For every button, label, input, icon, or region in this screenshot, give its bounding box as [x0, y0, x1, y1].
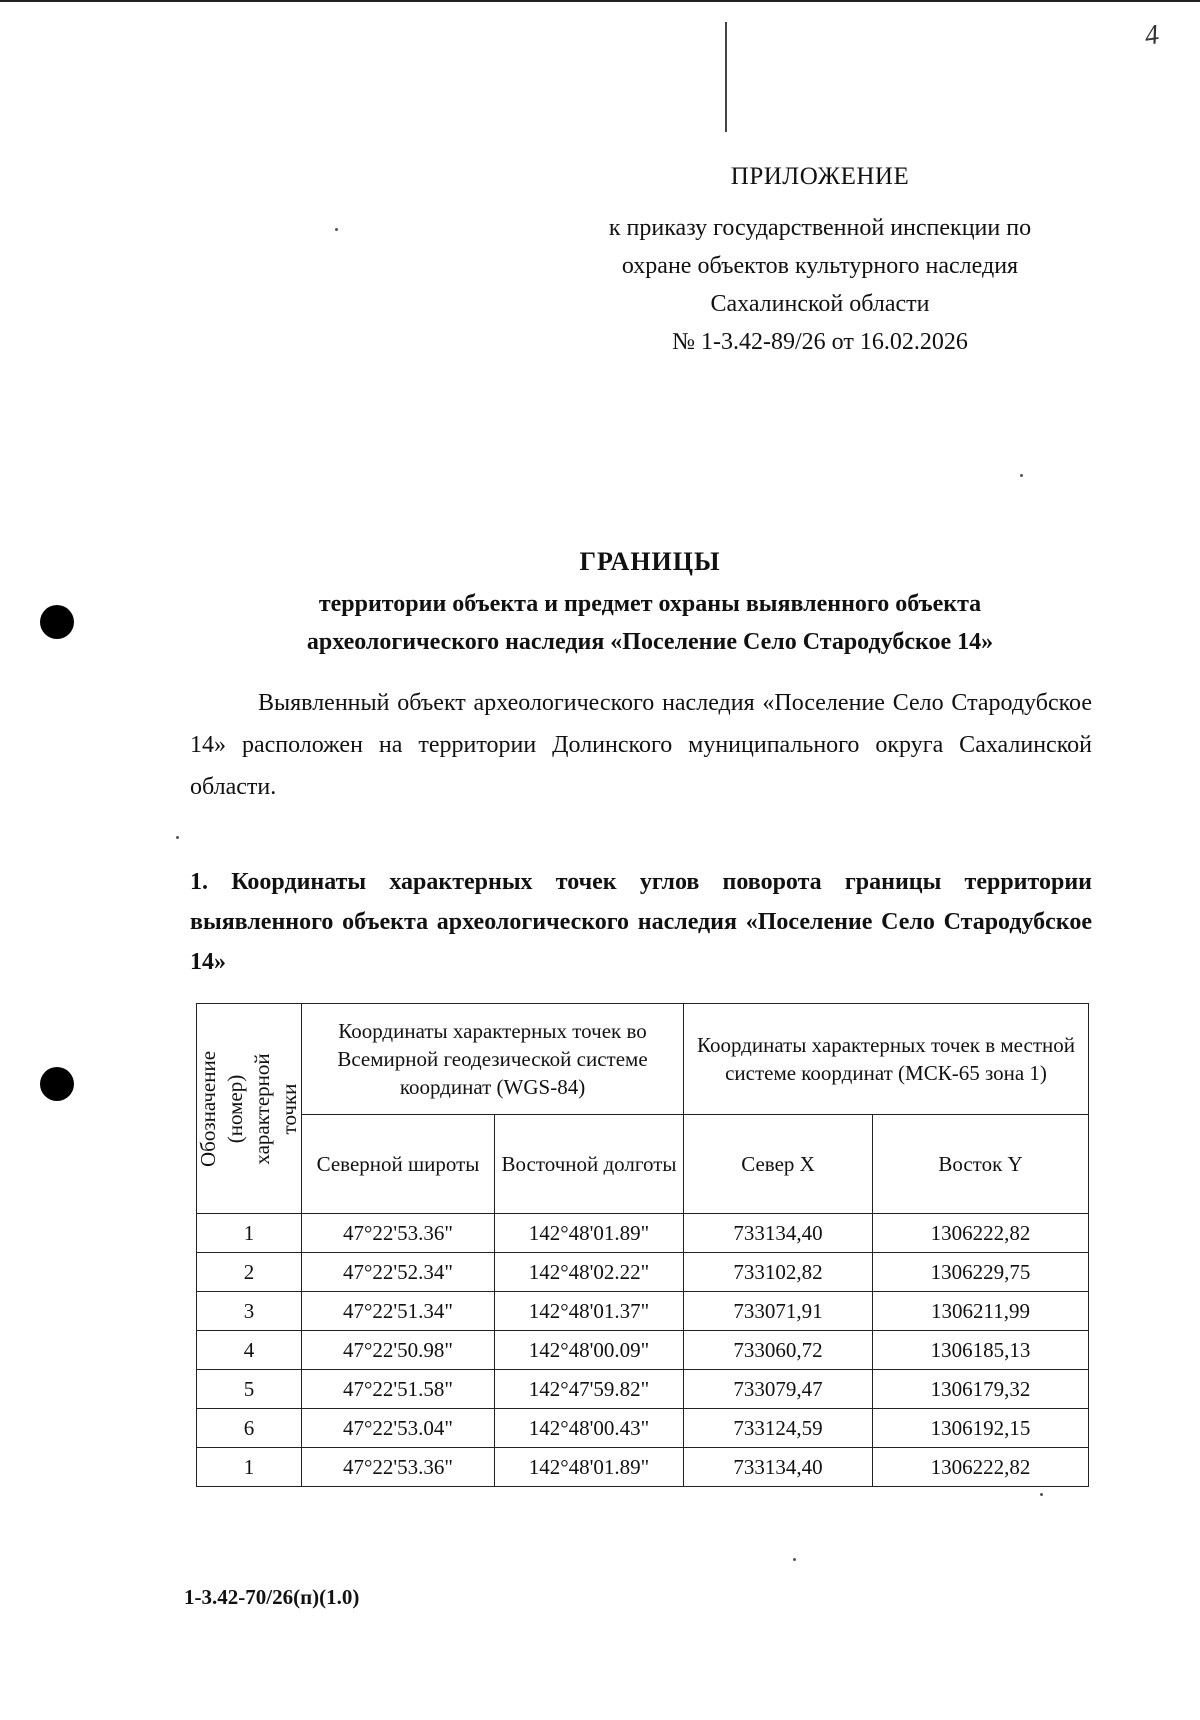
intro-paragraph: Выявленный объект археологического наследия «Поселение Село Стародубское 14» расположен на территории Долинского муниципального округа Сахалинской области.	[190, 690, 1092, 800]
table-row	[197, 1214, 1089, 1253]
cell-latitude: 47°22'53.36"	[302, 1448, 495, 1487]
cell-point-number: 2	[197, 1253, 302, 1292]
appendix-line-1: к приказу государственной инспекции по	[608, 215, 1032, 241]
cell-north-x: 733134,40	[684, 1214, 873, 1253]
header-east-longitude: Восточной долготы	[495, 1115, 684, 1214]
cell-east-y: 1306179,32	[873, 1370, 1089, 1409]
appendix-block	[560, 158, 1080, 196]
cell-latitude: 47°22'53.36"	[302, 1214, 495, 1253]
table-row	[197, 1331, 1089, 1370]
table-row	[197, 1292, 1089, 1331]
cell-north-x: 733124,59	[684, 1409, 873, 1448]
cell-point-number: 1	[197, 1448, 302, 1487]
table-row	[197, 1448, 1089, 1487]
cell-latitude: 47°22'51.34"	[302, 1292, 495, 1331]
scan-margin-line	[725, 22, 727, 132]
coordinates-table	[196, 1003, 1089, 1487]
header-msk65: Координаты характерных точек в местной системе координат (МСК-65 зона 1)	[684, 1004, 1089, 1115]
cell-north-x: 733079,47	[684, 1370, 873, 1409]
appendix-line-2: охране объектов культурного наследия	[621, 253, 1019, 279]
heading-subtitle-2: археологического наследия «Поселение Село Стародубское 14»	[306, 629, 994, 655]
cell-longitude: 142°48'00.09"	[495, 1331, 684, 1370]
cell-north-x: 733060,72	[684, 1331, 873, 1370]
cell-east-y: 1306185,13	[873, 1331, 1089, 1370]
section-1-title: 1. Координаты характерных точек углов поворота границы территории выявленного объекта археологического наследия «Поселение Село Стародубское 14»	[190, 869, 1092, 975]
heading-subtitle-1: территории объекта и предмет охраны выявленного объекта	[318, 591, 982, 617]
handwritten-page-number: 4	[1142, 19, 1162, 52]
scan-speck	[176, 836, 179, 839]
cell-latitude: 47°22'52.34"	[302, 1253, 495, 1292]
cell-longitude: 142°48'01.89"	[495, 1448, 684, 1487]
table-body	[197, 1214, 1089, 1487]
cell-east-y: 1306192,15	[873, 1409, 1089, 1448]
table-header-row-2	[197, 1115, 1089, 1214]
table-row	[197, 1370, 1089, 1409]
heading-title: ГРАНИЦЫ	[579, 547, 721, 576]
cell-north-x: 733071,91	[684, 1292, 873, 1331]
scan-speck	[335, 228, 338, 231]
cell-latitude: 47°22'50.98"	[302, 1331, 495, 1370]
header-point-designation: Обозначение (номер) характерной точки	[197, 1004, 302, 1214]
cell-east-y: 1306229,75	[873, 1253, 1089, 1292]
cell-point-number: 6	[197, 1409, 302, 1448]
cell-longitude: 142°47'59.82"	[495, 1370, 684, 1409]
cell-east-y: 1306222,82	[873, 1214, 1089, 1253]
scan-speck	[1020, 474, 1023, 477]
cell-point-number: 5	[197, 1370, 302, 1409]
cell-north-x: 733102,82	[684, 1253, 873, 1292]
cell-latitude: 47°22'51.58"	[302, 1370, 495, 1409]
table-row	[197, 1253, 1089, 1292]
cell-longitude: 142°48'01.89"	[495, 1214, 684, 1253]
punch-hole-top	[40, 605, 74, 639]
punch-hole-bottom	[40, 1067, 74, 1101]
appendix-line-4: № 1-3.42-89/26 от 16.02.2026	[672, 329, 968, 355]
cell-latitude: 47°22'53.04"	[302, 1409, 495, 1448]
header-east-y: Восток Y	[873, 1115, 1089, 1214]
document-heading	[190, 543, 1110, 661]
header-wgs84: Координаты характерных точек во Всемирной геодезической системе координат (WGS-84)	[302, 1004, 684, 1115]
cell-east-y: 1306222,82	[873, 1448, 1089, 1487]
cell-point-number: 3	[197, 1292, 302, 1331]
scan-top-edge	[0, 0, 1200, 2]
cell-longitude: 142°48'00.43"	[495, 1409, 684, 1448]
table-header-row-1	[197, 1004, 1089, 1115]
cell-point-number: 4	[197, 1331, 302, 1370]
header-north-x: Север X	[684, 1115, 873, 1214]
appendix-title: ПРИЛОЖЕНИЕ	[730, 163, 910, 190]
cell-north-x: 733134,40	[684, 1448, 873, 1487]
header-north-latitude: Северной широты	[302, 1115, 495, 1214]
cell-longitude: 142°48'02.22"	[495, 1253, 684, 1292]
document-footer-code: 1-3.42-70/26(п)(1.0)	[184, 1585, 360, 1609]
scan-speck	[1040, 1493, 1043, 1496]
scan-speck	[793, 1558, 796, 1561]
appendix-line-3: Сахалинской области	[710, 291, 930, 317]
cell-point-number: 1	[197, 1214, 302, 1253]
cell-east-y: 1306211,99	[873, 1292, 1089, 1331]
cell-longitude: 142°48'01.37"	[495, 1292, 684, 1331]
appendix-lines	[560, 209, 1080, 361]
table-row	[197, 1409, 1089, 1448]
